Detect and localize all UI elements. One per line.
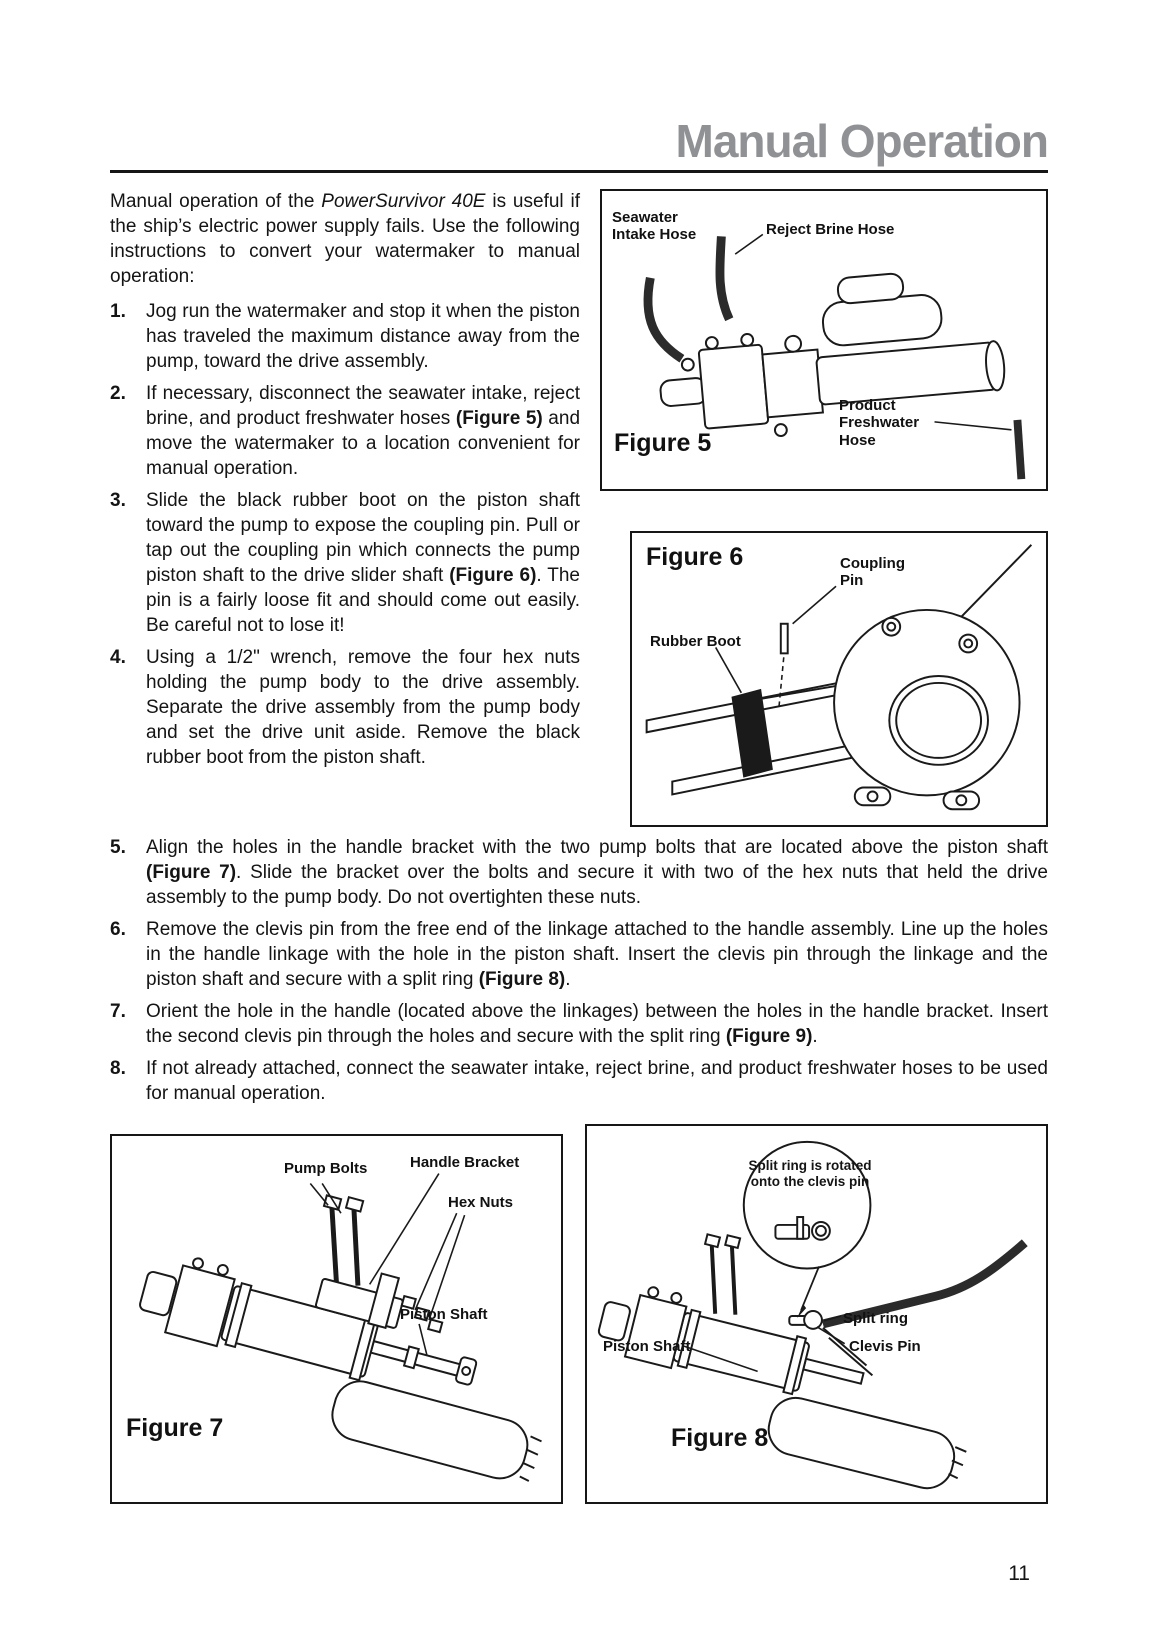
step-seg: . (565, 969, 571, 990)
step-number: 6. (110, 919, 126, 940)
figure-ref: (Figure 6) (449, 565, 537, 586)
step-seg: Using a 1/2" wrench, remove the four hex nuts holding the pump body to the drive assembly. Separate the drive assembly from the pump body and set the drive unit aside. Remove the black rubber boot from the piston shaft. (146, 647, 580, 768)
step-seg: and move the watermaker to a location convenient for manual operation. (146, 408, 581, 479)
step-seg: If necessary, disconnect the seawater intake, reject brine, and product freshwater hoses (146, 383, 580, 429)
step-seg: Align the holes in the handle bracket with the two pump bolts that are located above the piston shaft (146, 837, 1048, 858)
page-header (110, 115, 1048, 173)
step-5 (110, 835, 1048, 910)
step-seg: Remove the clevis pin from the free end of the linkage attached to the handle assembly. Line up the holes in the handle linkage with the hole in the piston shaft. Insert the clevis pin through the linkage and the piston shaft and secure with a split ring (146, 919, 1048, 990)
intro-paragraph (110, 189, 580, 289)
page-number: 11 (1008, 1562, 1030, 1585)
text-column (110, 189, 580, 827)
step-seg: Jog run the watermaker and stop it when the piston has traveled the maximum distance away from the pump, toward the drive assembly. (146, 301, 580, 372)
step-text (146, 917, 1048, 992)
step-seg: . (812, 1026, 818, 1047)
step-number: 7. (110, 1001, 126, 1022)
figure8-callout-note: Split ring is rotated onto the clevis pin (748, 1158, 872, 1189)
figure8-label-split-ring: Split ring (843, 1310, 908, 1327)
product-name: PowerSurvivor 40E (321, 191, 486, 212)
step-text (146, 999, 1048, 1049)
step-text (146, 488, 580, 638)
step-7 (110, 999, 1048, 1049)
step-1 (110, 299, 580, 374)
figure7-box (110, 1134, 563, 1504)
step-seg: If not already attached, connect the seawater intake, reject brine, and product freshwater hoses to be used for manual operation. (146, 1058, 1048, 1104)
steps-1-4 (110, 299, 580, 770)
figure8-box (585, 1124, 1048, 1504)
figure7-label-pump-bolts: Pump Bolts (284, 1160, 368, 1177)
step-text (146, 645, 580, 770)
step-seg: Slide the black rubber boot on the piston shaft toward the pump to expose the coupling pin. Pull or tap out the coupling pin which connects the pump piston shaft to the drive slider shaft (146, 490, 580, 586)
step-number: 3. (110, 490, 126, 511)
step-text (146, 1056, 1048, 1106)
figure6-caption: Figure 6 (646, 543, 744, 571)
step-number: 5. (110, 837, 126, 858)
figure-ref: (Figure 5) (455, 408, 543, 429)
step-text (146, 299, 580, 374)
two-column-region (110, 189, 1048, 827)
figure5-label-reject-brine-hose: Reject Brine Hose (766, 221, 895, 238)
step-number: 1. (110, 301, 126, 322)
figure7-label-handle-bracket: Handle Bracket (410, 1154, 520, 1171)
step-4 (110, 645, 580, 770)
step-text (146, 381, 580, 481)
step-text (146, 835, 1048, 910)
figure5-label-product-freshwater-hose: Product Freshwater Hose (839, 397, 920, 449)
step-number: 2. (110, 383, 126, 404)
step-2 (110, 381, 580, 481)
step-8 (110, 1056, 1048, 1106)
bottom-figures-row (110, 1124, 1048, 1504)
title-rule (110, 170, 1048, 173)
figure6-label-coupling-pin: Coupling Pin (840, 555, 905, 590)
figure-ref: (Figure 8) (478, 969, 566, 990)
figure-ref: (Figure 7) (146, 862, 237, 883)
step-3 (110, 488, 580, 638)
figure7-label-hex-nuts: Hex Nuts (448, 1194, 514, 1211)
figure8-label-piston-shaft: Piston Shaft (603, 1338, 691, 1355)
step-seg: Orient the hole in the handle (located above the linkages) between the holes in the handle bracket. Insert the second clevis pin through the holes and secure with the split ring (146, 1001, 1048, 1047)
step-seg: . The pin is a fairly loose fit and should come out easily. Be careful not to lose it! (146, 565, 580, 636)
figure5-label-seawater-intake-hose: Seawater Intake Hose (612, 209, 697, 244)
figure-ref: (Figure 9) (725, 1026, 813, 1047)
intro-seg: Manual operation of the (110, 191, 322, 212)
page-title: Manual Operation (675, 115, 1048, 167)
intro-seg: is useful if the ship’s electric power supply fails. Use the following instructions to convert your watermaker to manual operation: (110, 191, 581, 287)
figure7-label-piston-shaft: Piston Shaft (400, 1306, 488, 1323)
figure-column (600, 189, 1048, 827)
figure6-label-rubber-boot: Rubber Boot (650, 633, 741, 650)
step-number: 8. (110, 1058, 126, 1079)
figure8-caption: Figure 8 (671, 1424, 769, 1452)
figure8-label-clevis-pin: Clevis Pin (849, 1338, 921, 1355)
figure6-box (630, 531, 1048, 827)
step-6 (110, 917, 1048, 992)
figure6-drawing (632, 533, 1046, 825)
figure7-caption: Figure 7 (126, 1414, 224, 1442)
step-seg: . Slide the bracket over the bolts and secure it with two of the hex nuts that held the drive assembly to the pump body. Do not overtighten these nuts. (146, 862, 1048, 908)
steps-5-8 (110, 835, 1048, 1106)
figure5-caption: Figure 5 (614, 429, 712, 457)
step-number: 4. (110, 647, 126, 668)
figure5-box (600, 189, 1048, 491)
